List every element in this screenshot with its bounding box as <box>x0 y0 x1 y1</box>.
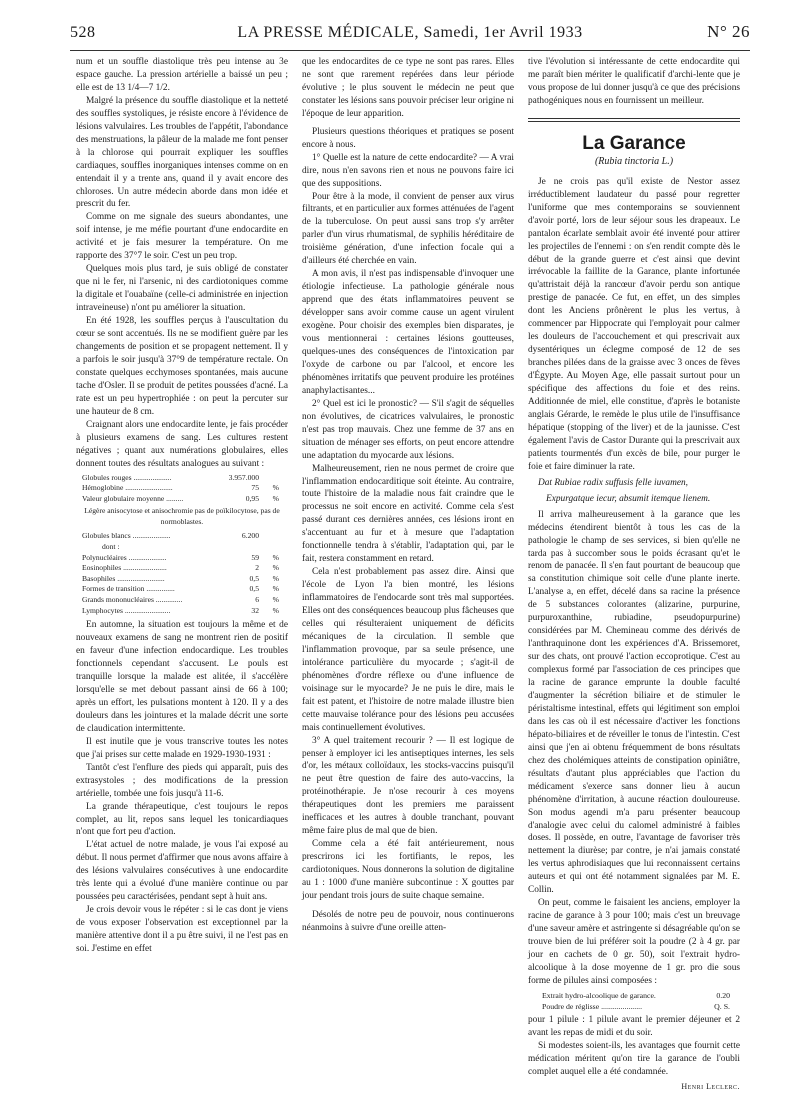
paragraph: Je ne crois pas qu'il existe de Nestor assez irréductiblement laudateur du passé pour regretter l'uniforme que mes contemporains se souviennent d'avoir porté, lors de leur séjour sous les drapeaux. Le pantalon écarlate semblait avoir été inventé pour attirer les projectiles de l'ennemi : on s'en rendit compte dès le début de la grande guerre et c'est ainsi que devint irrévocable la faillite de la Garance, plante infortunée qu'attristait déjà la rancœur d'avoir perdu son antique prestige de panacée. Ce fut, en effet, un des simples dont les Anciens prônèrent le plus les vertus, à commencer par Hippocrate qui l'employait pour calmer les douleurs de l'accouchement et qui prescrivait aux dysentériques un éclegme composé de 12 de ses branches pilées dans de la graisse avec 3 onces de fèves d'Égypte. Au Moyen Age, elle passait surtout pour un spécifique des affections du foie et des reins. Additionnée de miel, elle constitue, d'après le botaniste anglais Gérarde, le remède le plus utile de l'insuffisance hépatique (stopping of the liver) et de la jaunisse. C'est également l'avis de Castor Durante qui la prescrivait aux patients tourmentés d'un excès de bile, pour purger le foie et faire diminuer la rate. <box>528 176 740 472</box>
blood-value: 6.200 <box>241 531 259 541</box>
paragraph: Il arriva malheureusement à la garance que les médecins étendirent bientôt à tous les cas de la pathologie le champ de ses services, si bien qu'elle ne tarda pas à succomber sous le poids écrasant qu'et le renom de panacée. Il s'en faut pourtant de beaucoup que sa constitution chimique soit celle d'une plante inerte. L'analyse a, en effet, décelé dans sa racine la présence de 5 substances colorantes (alizarine, purpurine, purpuroxanthine, rubiadine, pseudopurpurine) considérées par M. Chemineau comme des dérivés de l'anthraquinone dont les expériences d'A. Brissemoret, sur des chats, ont prouvé l'action eccoprotique. C'est au complexus formé par l'association de ces principes que la racine de garance emprunte la double faculté d'augmenter la sécrétion biliaire et de stimuler le péristaltisme intestinal, effets qui légitiment son emploi dans les cas où il est nécessaire d'activer les fonctions hépato-biliaires et de réveiller le tonus de l'intestin. C'est ainsi que j'en ai obtenu fréquemment de bons résultats chez des cholémiques atteints de constipation opiniâtre, résultats d'autant plus appréciables que l'action du médicament s'exerce sans donner lieu à aucun phénomène d'irritation, à aucune réaction douloureuse. Son modus agendi m'a paru présenter beaucoup d'analogie avec celui du calomel administré à faibles doses. Il possède, en outre, l'avantage de favoriser très nettement la diurèse; par contre, je n'ai jamais constaté les vertus aphrodisiaques que lui reconnaissent certains auteurs et qui ont été notamment signalées par M. E. Collin. <box>528 509 740 896</box>
column-middle <box>302 56 514 935</box>
paragraph: Désolés de notre peu de pouvoir, nous continuerons néanmoins à suivre d'une oreille atten- <box>302 909 514 933</box>
paragraph: En automne, la situation est toujours la même et de nouveaux examens de sang ne montrent rien de positif en faveur d'une infection endocardique. Les troubles fonctionnels cependant s'accusent. Le pouls est tranquille lorsque la malade est alitée, il s'accélère lorsqu'elle se met debout passant ainsi de 66 à 100; après un effort, les pulsations montent à 120. Il y a des douleurs dans les jointures et la malade décrit une sorte de claudication intermittente. <box>76 620 288 734</box>
blood-unit <box>259 531 279 542</box>
blood-value: 0,95 <box>245 493 259 503</box>
blood-row <box>82 473 288 484</box>
blood-unit: % <box>272 595 279 605</box>
paragraph: Pour être à la mode, il convient de penser aux virus filtrants, et en particulier aux formes atténuées de l'agent de la tuberculose. On peut aussi sans trop s'y arrêter parler d'un virus rhumatismal, de syphilis héréditaire de troisième génération, d'une infection focale qui a d'ailleurs été cherchée en vain. <box>302 191 514 267</box>
blood-unit <box>259 473 279 484</box>
journal-title: LA PRESSE MÉDICALE, Samedi, 1er Avril 1933 <box>237 24 583 41</box>
blood-label: Globules blancs .................... <box>82 531 171 541</box>
paragraph: Comme cela a été fait antérieurement, nous prescrirons ici les fortifiants, le repos, les cardiotoniques. Nous donnerons la solution de digitaline au 1 : 1000 d'une manière subcontinue : X gouttes par jour pendant trois jours de suite chaque semaine. <box>302 839 514 901</box>
blood-row <box>82 584 288 595</box>
recipe-value: 0.20 <box>716 990 730 1000</box>
blood-row <box>82 494 288 505</box>
paragraph: num et un souffle diastolique très peu intense au 3e espace gauche. La pression artérielle a baissé un peu ; elle est de 13 1/4—7 1/2. <box>76 57 288 93</box>
column-left <box>76 56 288 956</box>
blood-row <box>82 531 288 542</box>
paragraph: En été 1928, les souffles perçus à l'auscultation du cœur se sont accentués. Ils ne se modifient guère par les changements de position et se propagent nettement. Il y a parfois le soir jusqu'à 37°9 de température rectale. On constate quelques ecchymoses spontanées, mais aucune tache d'Osler. Il se produit de petites poussées d'acné. La rate est un peu hypertrophiée : on peut la percuter sur une hauteur de 8 cm. <box>76 316 288 417</box>
header-rule <box>70 50 750 51</box>
blood-row <box>82 563 288 574</box>
paragraph: L'état actuel de notre malade, je vous l'ai exposé au début. Il nous permet d'affirmer que nous avons affaire à des lésions valvulaires consécutives à une endocardite très lente qui a évolué d'une manière continue ou par poussées peu caractérisées, pendant sept à huit ans. <box>76 840 288 903</box>
paragraph: Comme on me signale des sueurs abondantes, une soif intense, je me méfie pourtant d'une endocardite en activité et je fais mesurer la température. On me rapporte des 37°7 le soir. C'est un peu trop. <box>76 212 288 262</box>
blood-label: Lymphocytes ........................ <box>82 605 171 615</box>
paragraph: Craignant alors une endocardite lente, je fais procéder à plusieurs examens de sang. Les cultures restent négatives ; quant aux numérations globulaires, elles donnent toutes des résultats analogues au suivant : <box>76 419 288 469</box>
paragraph: Cela n'est probablement pas assez dire. Ainsi que l'école de Lyon l'a bien montré, les lésions inflammatoires de l'endocarde sont très mal supportées. Elles ont des conséquences beaucoup plus fâcheuses que celles qui résulteraient uniquement de déficits mécaniques de la circulation. Il semble que l'inflammation provoque, par sa seule présence, une intolérance particulière du myocarde ; s'agit-il de phénomènes d'ordre réflexe ou d'une influence de voisinage sur le myocarde? Je ne puis le dire, mais le fait est patent, et l'histoire de notre malade illustre bien cette mauvaise tolérance pour des lésions peu accusées mais continuellement évolutives. <box>302 567 514 733</box>
issue-number: N° 26 <box>707 22 750 41</box>
blood-label: Valeur globulaire moyenne ......... <box>82 493 184 503</box>
blood-label: Globules rouges .................... <box>82 472 172 482</box>
column-right <box>528 56 740 1094</box>
paragraph: Quelques mois plus tard, je suis obligé de constater que ni le fer, ni l'arsenic, ni des cardiotoniques comme la digitale et l'ouabaïne (celle-ci administrée en injection intraveineuse) n'ont pu améliorer la situation. <box>76 264 288 314</box>
author-signature: Henri Leclerc. <box>681 1081 740 1091</box>
blood-value: 2 <box>255 563 259 573</box>
paragraph: La grande thérapeutique, c'est toujours le repos complet, au lit, repos sans lequel les tonicardiaques n'ont que fort peu d'action. <box>76 801 288 838</box>
blood-row <box>82 483 288 494</box>
paragraph: 1° Quelle est la nature de cette endocardite? — A vrai dire, nous n'en savons rien et nous ne pouvons faire ici que des suppositions. <box>302 152 514 189</box>
blood-label: Eosinophiles ....................... <box>82 563 167 573</box>
recipe-label: Poudre de réglisse ..................... <box>542 1001 643 1011</box>
blood-row <box>82 595 288 606</box>
recipe-formula <box>542 990 740 1012</box>
paragraph: On peut, comme le faisaient les anciens, employer la racine de garance à 3 pour 100; mais c'est un breuvage d'une saveur amère et astringente si désagréable qu'on se trouve bien de lui préférer soit la poudre (2 à 4 gr. par jour en cachets de 0 gr. 50), soit l'extrait hydro-alcoolique à la dose moyenne de 1 gr. pro die sous forme de pilules ainsi composées : <box>528 898 740 986</box>
blood-count-table <box>82 473 288 617</box>
article-separator <box>528 118 740 122</box>
paragraph: Si modestes soient-ils, les avantages que fournit cette médication méritent qu'on tire la garance de l'oubli complet auquel elle a été condamnée. <box>528 1040 740 1077</box>
paragraph: tive l'évolution si intéressante de cette endocardite qui me paraît bien mériter le qualificatif d'archi-lente que je vous propose de lui donner jusqu'à ce que des précisions pathogéniques nous en fournissent un meilleur. <box>528 57 740 106</box>
page-number: 528 <box>70 24 96 41</box>
blood-row <box>82 553 288 564</box>
paragraph: Malgré la présence du souffle diastolique et la netteté des souffles systoliques, je résiste encore à l'évidence de lésions valvulaires. Les troubles de l'appétit, l'abondance des menstruations, la pâleur de la malade me font penser à la chlorose qui pourrait expliquer les souffles cardiaques, souffles inorganiques intenses comme on en entendait il y a trente ans, quand il y avait encore des chloroses. Un autre médecin aborde dans mon idée et prescrit du fer. <box>76 95 288 210</box>
article-title: La Garance <box>582 132 686 154</box>
blood-label: Basophiles ......................... <box>82 573 165 583</box>
latin-verse: Expurgatque iecur, absumit itemque lienem. <box>546 493 711 504</box>
page-header <box>70 22 750 48</box>
blood-value <box>229 542 269 553</box>
recipe-label: Extrait hydro-alcoolique de garance. <box>542 990 656 1000</box>
blood-label: Formes de transition ............... <box>82 584 175 594</box>
blood-value: 0,5 <box>249 584 259 594</box>
paragraph: Je crois devoir vous le répéter : si le cas dont je viens de vous exposer l'observation est exceptionnel par la manière attentive dont il a pu être suivi, il ne l'est pas en soi. J'estime en effet <box>76 905 288 955</box>
blood-unit: % <box>272 483 279 493</box>
blood-value: 6 <box>255 595 259 605</box>
paragraph: que les endocardites de ce type ne sont pas rares. Elles ne sont que rarement repérées dans leur période évolutive ; le plus souvent le médecin ne peut que constater les lésions sans pouvoir préciser leur origine ni l'époque de leur apparition. <box>302 57 514 119</box>
paragraph: Tantôt c'est l'enflure des pieds qui apparaît, puis des extrasystoles ; des modifications de la pression artérielle, tombée une fois jusqu'à 11-6. <box>76 762 288 799</box>
recipe-row <box>542 1001 740 1012</box>
blood-row <box>82 574 288 585</box>
blood-unit: % <box>272 573 279 583</box>
blood-unit <box>269 542 288 553</box>
blood-value: 59 <box>251 552 259 562</box>
paragraph: pour 1 pilule : 1 pilule avant le premier déjeuner et 2 avant les repas de midi et du soir. <box>528 1014 740 1038</box>
blood-label: Grands mononucléaires .............. <box>82 595 183 605</box>
blood-label: dont : <box>102 542 120 552</box>
blood-row <box>82 542 288 553</box>
paragraph: 2° Quel est ici le pronostic? — S'il s'agit de séquelles non évolutives, de cicatrices valvulaires, le pronostic n'est pas trop mauvais. Chez une femme de 37 ans en situation de ménager ses efforts, on peut encore attendre une adaptation du myocarde aux lésions. <box>302 398 514 461</box>
paragraph: Malheureusement, rien ne nous permet de croire que l'inflammation endocarditique soit éteinte. Au contraire, toute l'histoire de la maladie nous fait craindre que le processus ne soit encore en activité. Comme cela s'est passé durant ces dernières années, ces lésions iront en s'accentuant au fur et à mesure que l'adaptation fonctionnelle tendra à s'établir, l'adaptation qui, par le fait, restera constamment en retard. <box>302 463 514 565</box>
blood-unit: % <box>272 605 279 615</box>
article-subtitle: (Rubia tinctoria L.) <box>594 155 674 167</box>
blood-label: Hémoglobine ......................... <box>82 483 173 493</box>
paragraph: A mon avis, il n'est pas indispensable d'invoquer une étiologie infectieuse. La pathologie générale nous apprend que des états inflammatoires peuvent se développer sans avoir comme cause un agent virulent exogène. Pour choisir des exemples bien disparates, je vous mentionnerai : certaines lésions goutteuses, quelques-unes des conséquences de l'intoxication par l'oxyde de carbone ou par l'alcool, et encore les phénomènes irritatifs que peuvent produire les protéines anaphylactisantes... <box>302 269 514 396</box>
blood-value: 3.957.000 <box>228 472 259 482</box>
paragraph: Plusieurs questions théoriques et pratiques se posent encore à nous. <box>302 126 514 150</box>
blood-unit: % <box>272 584 279 594</box>
blood-note: Légère anisocytose et anisochromie pas de poïkilocytose, pas de normoblastes. <box>84 506 280 526</box>
paragraph: 3° A quel traitement recourir ? — Il est logique de penser à employer ici les antiseptiques internes, les sels d'or, les métaux colloïdaux, les stocks-vaccins puisqu'il ne peut être question de faire des auto-vaccins, la protéinothérapie. Je n'ose recourir à ces moyens thérapeutiques dont les premiers me paraissent inefficaces et les autres à double tranchant, pouvant même faire plus de mal que de bien. <box>302 735 514 837</box>
blood-value: 32 <box>251 605 259 615</box>
recipe-value: Q. S. <box>714 1001 730 1011</box>
blood-row <box>82 606 288 617</box>
recipe-row <box>542 990 740 1001</box>
blood-unit: % <box>272 563 279 573</box>
paragraph: Il est inutile que je vous transcrive toutes les notes que j'ai prises sur cette malade en 1929-1930-1931 : <box>76 736 288 760</box>
blood-label: Polynucléaires .................... <box>82 552 167 562</box>
latin-verse: Dat Rubiae radix suffusis felle iuvamen, <box>538 477 688 488</box>
blood-unit: % <box>272 493 279 503</box>
blood-unit: % <box>272 552 279 562</box>
blood-value: 75 <box>251 483 259 493</box>
blood-value: 0,5 <box>249 573 259 583</box>
